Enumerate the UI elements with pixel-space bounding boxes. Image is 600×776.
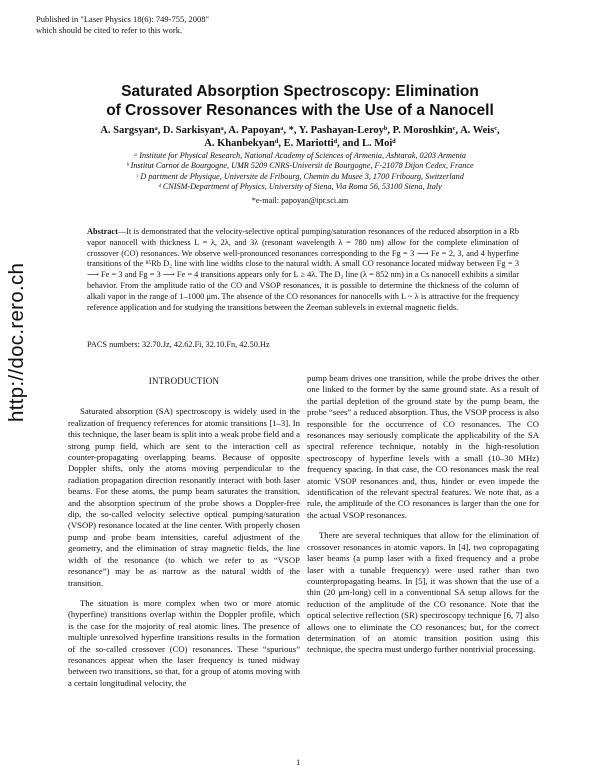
side-url[interactable]: http://doc.rero.ch [5, 262, 28, 422]
abstract-label: Abstract [87, 227, 118, 236]
publication-note-line2: which should be cited to refer to this work. [36, 25, 183, 35]
pacs-numbers: PACS numbers: 32.70.Jz, 42.62.Fi, 32.10.Fn, 42.50.Hz [87, 340, 270, 349]
right-column [307, 373, 539, 656]
affiliation-a: ᵃ Institute for Physical Research, National Academy of Sciences of Armenia, Ashtarak, 0203 Armenia [133, 151, 467, 160]
authors-line1: A. Sargsyanᵃ, D. Sarkisyanᵃ, A. Papoyanᵃ, *, Y. Pashayan-Leroyᵇ, P. Moroshkinᶜ, A. Weisᶜ, [100, 125, 500, 136]
publication-note [36, 14, 209, 36]
paper-title [60, 82, 540, 120]
title-line1: Saturated Absorption Spectroscopy: Elimination [121, 83, 479, 100]
author-list [60, 124, 540, 150]
title-line2: of Crossover Resonances with the Use of a Nanocell [106, 102, 494, 119]
page-number: 1 [296, 757, 301, 767]
publication-note-line1: Published in "Laser Physics 18(6): 749-755, 2008" [36, 14, 209, 24]
left-column [68, 376, 300, 689]
abstract [87, 227, 519, 313]
authors-line2: A. Khanbekyanᵈ, E. Mariottiᵈ, and L. Moiᵈ [204, 138, 396, 149]
affiliations [60, 151, 540, 192]
paragraph: pump beam drives one transition, while the probe drives the other one linked to the former by the same ground state. As a result of the partial depletion of the ground state by the pump beam, the probe “sees” a reduced absorption. Thus, the VSOP process is also responsible for the occurrence of CO resonances. The CO resonances may seriously complicate the applicability of the SA spectral reference technique, notably in the high-resolution spectroscopy of hyperfine levels with a small (10–30 MHz) frequency spacing. In that case, the CO resonances mask the real atomic VSOP resonances and, thus, hinder or even impede the identification of the relevant spectral features. We note that, as a rule, the amplitude of the CO resonances is larger than the one for the actual VSOP resonances. [307, 373, 539, 520]
contact-email: *e-mail: papoyan@ipr.sci.am [251, 196, 349, 205]
abstract-text: —It is demonstrated that the velocity-selective optical pumping/saturation resonances of the reduced absorption in a Rb vapor nanocell with thickness L = λ, 2λ, and 3λ (resonant wavelength λ = 780 nm) allow for the complete elimination of crossover (CO) resonances. We observe well-pronounced resonances corresponding to the Fg = 3 ⟶ Fe = 2, 3, and 4 hyperfine transitions of the ⁸⁵Rb D₂ line with line widths close to the natural width. A small CO resonance located midway between Fg = 3 ⟶ Fe = 3 and Fg = 3 ⟶ Fe = 4 transitions appears only for L ≥ 4λ. The D₂ line (λ = 852 nm) in a Cs nanocell exhibits a similar behavior. From the amplitude ratio of the CO and VSOP resonances, it is possible to determine the thickness of the column of alkali vapor in the range of 1–1000 μm. The absence of the CO resonances for nanocells with L ~ λ is attractive for the frequency reference application and for studying the transitions between the Zeeman sublevels in external magnetic fields. [87, 227, 519, 312]
affiliation-c: ᶜ D partment de Physique, Universite de Fribourg, Chemin du Musee 3, 1700 Fribourg, Switzerland [136, 171, 464, 181]
paragraph: There are several techniques that allow for the elimination of crossover resonances in atomic vapors. In [4], two copropagating laser beams (a pump laser with a fixed frequency and a probe laser with a tunable frequency) were used rather than two counterpropagating beams. In [5], it was shown that the use of a thin (20 μm-long) cell in a conventional SA setup allows for the reduction of the amplitude of the CO resonance. Note that the optical selective reflection (SR) spectroscopy technique [6, 7] also allows one to eliminate the CO resonances; but, for the correct determination of an atomic transition position using this technique, the spectra must undergo further nontrivial processing. [307, 530, 539, 655]
paragraph: The situation is more complex when two or more atomic (hyperfine) transitions overlap within the Doppler profile, which is the case for the majority of real atomic lines. The presence of multiple unresolved hyperfine transitions results in the formation of the so-called crossover (CO) resonances. These “spurious” resonances appear when the laser frequency is tuned midway between two transitions, so that, for a group of atoms moving with a certain longitudinal velocity, the [68, 597, 300, 688]
section-heading: INTRODUCTION [148, 376, 220, 386]
paragraph: Saturated absorption (SA) spectroscopy is widely used in the realization of frequency references for atomic transitions [1–3]. In this technique, the laser beam is split into a weak probe field and a strong pump field, which are sent to the interaction cell as counter-propagating overlapping beams. Because of opposite Doppler shifts, only the atoms moving perpendicular to the radiation propagation direction resonantly interact with both laser beams. For these atoms, the pump beam saturates the transition, and the absorption spectrum of the probe shows a Doppler-free dip, the so-called velocity selective optical pumping/saturation (VSOP) resonance located at the line center. With properly chosen pump and probe beam intensities, careful adjustment of the geometry, and the elimination of stray magnetic fields, the line width of the resonance (to which we refer to as “VSOP resonance”) may be as narrow as the natural width of the transition. [68, 406, 300, 588]
affiliation-b: ᵇ Institut Carnot de Bourgogne, UMR 5209 CNRS-Universit de Bourgogne, F-21078 Dijon Cedex, France [126, 161, 474, 171]
affiliation-d: ᵈ CNISM-Department of Physics, University of Siena, Via Roma 56, 53100 Siena, Italy [158, 181, 442, 191]
